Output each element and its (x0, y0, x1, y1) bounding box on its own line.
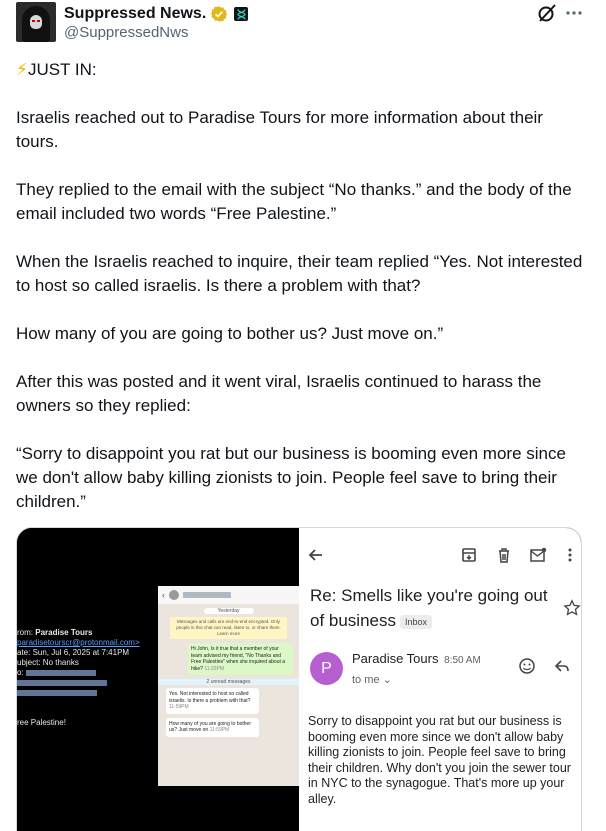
archive-icon (460, 546, 478, 564)
tweet-header (16, 2, 590, 46)
redacted-name (183, 592, 231, 598)
dna-badge-icon[interactable] (234, 7, 248, 21)
email-subject: Re: Smells like you're going out of business Inbox (310, 586, 548, 630)
tweet-paragraph: When the Israelis reached to inquire, their team replied “Yes. Not interested to host so called israelis. Is there a problem with that? (16, 252, 583, 295)
tweet-paragraph: ⚡JUST IN: (16, 60, 97, 79)
incoming-message: Yes. Not interested to host so called israelis. Is there a problem with that? 11:59PM (166, 688, 259, 714)
gmail-toolbar (299, 542, 582, 568)
redacted-block (17, 680, 107, 686)
back-icon: ‹ (162, 590, 165, 600)
verified-badge-icon[interactable] (210, 5, 228, 23)
redacted-block (17, 690, 97, 696)
star-icon (563, 599, 581, 617)
mask-face (30, 15, 42, 29)
name-row (64, 3, 248, 25)
tweet-media[interactable] (16, 527, 582, 831)
eye-right (37, 20, 40, 22)
screenshot-left[interactable] (17, 528, 299, 831)
outgoing-message: Hi John, Is it true that a member of your team advised my friend, "No Thanks and Free Palestine" when she inquired about a hike? 11:32PM (188, 643, 293, 675)
emoji-icon (518, 657, 536, 675)
eye-left (32, 20, 35, 22)
incoming-message: How many of you are going to bother us? Just move on 11:59PM (166, 718, 259, 737)
sender-line: Paradise Tours 8:50 AM (352, 651, 481, 666)
unread-divider: 2 unread messages (158, 679, 299, 685)
sender-avatar: P (310, 652, 343, 685)
more-vert-icon (561, 546, 579, 564)
tweet-paragraph: After this was posted and it went viral, Israelis continued to harass the owners so they replied: (16, 372, 542, 415)
tweet-paragraph: How many of you are going to bother us? Just move on.” (16, 324, 444, 343)
recipient-line: to me ⌄ (352, 674, 392, 686)
lightning-icon: ⚡ (16, 60, 28, 79)
email-body: Sorry to disappoint you rat but our business is booming even more since we don't allow baby killing zionists to join. People feel save to bring their children. Why don't you join the sewer tour in NYC to the synagogue. That's more up your alley. (308, 714, 571, 806)
avatar[interactable] (16, 2, 56, 42)
email-snippet: rom: Paradise Tours paradisetourscr@protonmail.com> ate: Sun, Jul 6, 2025 at 7:41PM ubject: No thanks o: ree Palestine! (17, 628, 140, 727)
tweet-paragraph: They replied to the email with the subject “No thanks.” and the body of the email included two words “Free Palestine.” (16, 180, 572, 223)
reply-icon (553, 657, 571, 675)
day-chip: Yesterday (204, 608, 254, 614)
grok-icon[interactable] (536, 2, 558, 24)
display-name[interactable]: Suppressed News. (64, 5, 207, 22)
tweet-text (16, 58, 590, 514)
whatsapp-chat (158, 586, 299, 786)
back-arrow-icon (307, 546, 325, 564)
tweet-paragraph: “Sorry to disappoint you rat but our business is booming even more since we don't allow baby killing zionists to join. People feel save to bring their children.” (16, 444, 566, 511)
contact-avatar (169, 590, 179, 600)
trash-icon (495, 546, 513, 564)
redacted-block (26, 670, 96, 676)
gmail-screenshot[interactable] (299, 528, 582, 831)
inbox-label: Inbox (400, 615, 432, 629)
mark-unread-icon (529, 546, 547, 564)
whatsapp-header (158, 586, 299, 604)
more-icon[interactable] (563, 2, 585, 24)
tweet-paragraph: Israelis reached out to Paradise Tours for more information about their tours. (16, 108, 543, 151)
handle[interactable]: @SuppressedNws (64, 24, 189, 41)
system-message: Messages and calls are end-to-end encrypted. Only people in this chat can read, listen to, or share them. Learn more (170, 617, 287, 639)
